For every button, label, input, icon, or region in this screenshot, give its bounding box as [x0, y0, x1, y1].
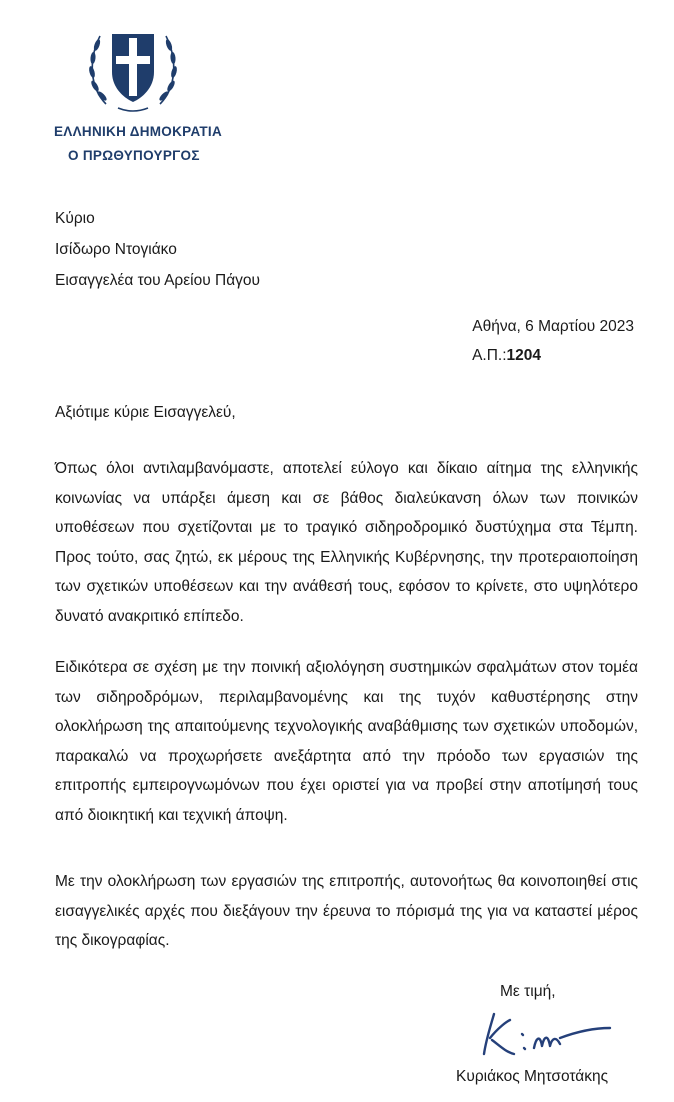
emblem	[86, 16, 180, 116]
recipient-block	[55, 203, 260, 296]
recipient-name: Ισίδωρο Ντογιάκο	[55, 241, 177, 258]
date-block	[472, 312, 634, 370]
ref-label: Α.Π.:	[472, 347, 507, 364]
recipient-position: Εισαγγελέα του Αρείου Πάγου	[55, 272, 261, 289]
paragraph-3: Με την ολοκλήρωση των εργασιών της επιτροπής, αυτονοήτως θα κοινοποιηθεί στις εισαγγελικές αρχές που διεξάγουν την έρευνα το πόρισμά της για να καταστεί μέρος της δικογραφίας.	[55, 873, 638, 949]
ref-number: 1204	[506, 347, 541, 364]
signature	[476, 1008, 616, 1068]
salutation: Αξιότιμε κύριε Εισαγγελεύ,	[55, 404, 236, 421]
signatory-name: Κυριάκος Μητσοτάκης	[456, 1068, 609, 1085]
paragraph-2: Ειδικότερα σε σχέση με την ποινική αξιολόγηση συστημικών σφαλμάτων στον τομέα των σιδηροδρόμων, περιλαμβανομένης και της τυχόν καθυστέρησης στην ολοκλήρωση της απαιτούμενης τεχνολογικής αναβάθμισης των σχετικών υποδομών, παρακαλώ να προχωρήσετε ανεξάρτητα από την πρόοδο των εργασιών της επιτροπής εμπειρογνωμόνων που έχει οριστεί για να προβεί στην αποτίμησή τους από διοικητική και τεχνική άποψη.	[55, 659, 638, 824]
reference-number	[472, 341, 634, 370]
coat-of-arms-icon	[86, 16, 180, 116]
org-line-2: Ο ΠΡΩΘΥΠΟΥΡΓΟΣ	[68, 148, 200, 163]
recipient-title: Κύριο	[55, 210, 95, 227]
signature-icon	[476, 1008, 616, 1068]
place-date: Αθήνα, 6 Μαρτίου 2023	[472, 318, 634, 335]
org-line-1: ΕΛΛΗΝΙΚΗ ΔΗΜΟΚΡΑΤΙΑ	[54, 124, 223, 139]
paragraph-1: Όπως όλοι αντιλαμβανόμαστε, αποτελεί εύλογο και δίκαιο αίτημα της ελληνικής κοινωνίας να υπάρξει άμεση και σε βάθος διαλεύκανση όλων των ποινικών υποθέσεων που σχετίζονται με το τραγικό σιδηροδρομικό δυστύχημα στα Τέμπη. Προς τούτο, σας ζητώ, εκ μέρους της Ελληνικής Κυβέρνησης, την προτεραιοποίηση των σχετικών υποθέσεων και την ανάθεσή τους, εφόσον το κρίνετε, στο υψηλότερο δυνατό ανακριτικό επίπεδο.	[55, 460, 638, 625]
closing: Με τιμή,	[500, 983, 556, 1000]
